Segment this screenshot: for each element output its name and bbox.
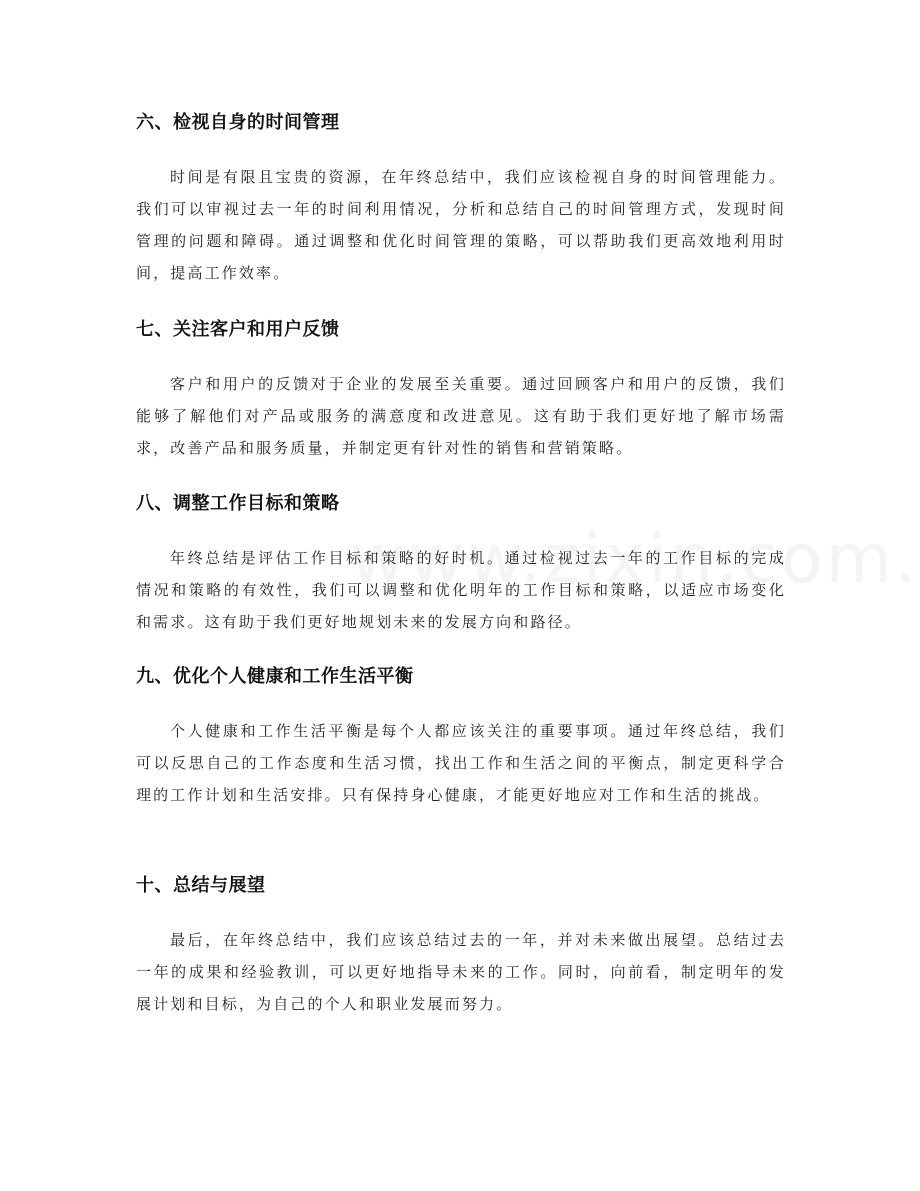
section-heading: 八、调整工作目标和策略 xyxy=(136,493,340,514)
section-time-management xyxy=(136,110,786,289)
section-heading: 十、总结与展望 xyxy=(136,875,266,896)
section-heading: 九、优化个人健康和工作生活平衡 xyxy=(136,666,414,687)
section-paragraph: 年终总结是评估工作目标和策略的好时机。通过检视过去一年的工作目标的完成情况和策略的有效性，我们可以调整和优化明年的工作目标和策略，以适应市场变化和需求。这有助于我们更好地规划未来的发展方向和路径。 xyxy=(136,549,786,631)
section-heading: 六、检视自身的时间管理 xyxy=(136,112,340,133)
section-customer-feedback xyxy=(136,317,786,464)
section-paragraph: 时间是有限且宝贵的资源，在年终总结中，我们应该检视自身的时间管理能力。我们可以审视过去一年的时间利用情况，分析和总结自己的时间管理方式，发现时间管理的问题和障碍。通过调整和优化时间管理的策略，可以帮助我们更高效地利用时间，提高工作效率。 xyxy=(136,168,786,282)
section-goals-strategy xyxy=(136,491,786,638)
section-paragraph: 最后，在年终总结中，我们应该总结过去的一年，并对未来做出展望。总结过去一年的成果和经验教训，可以更好地指导未来的工作。同时，向前看，制定明年的发展计划和目标，为自己的个人和职业发展而努力。 xyxy=(136,931,786,1013)
section-heading: 七、关注客户和用户反馈 xyxy=(136,319,340,340)
section-summary-outlook xyxy=(136,873,786,1020)
section-health-balance xyxy=(136,664,786,811)
section-paragraph: 客户和用户的反馈对于企业的发展至关重要。通过回顾客户和用户的反馈，我们能够了解他们对产品或服务的满意度和改进意见。这有助于我们更好地了解市场需求，改善产品和服务质量，并制定更有针对性的销售和营销策略。 xyxy=(136,375,786,457)
section-paragraph: 个人健康和工作生活平衡是每个人都应该关注的重要事项。通过年终总结，我们可以反思自己的工作态度和生活习惯，找出工作和生活之间的平衡点，制定更科学合理的工作计划和生活安排。只有保持身心健康，才能更好地应对工作和生活的挑战。 xyxy=(136,722,786,804)
